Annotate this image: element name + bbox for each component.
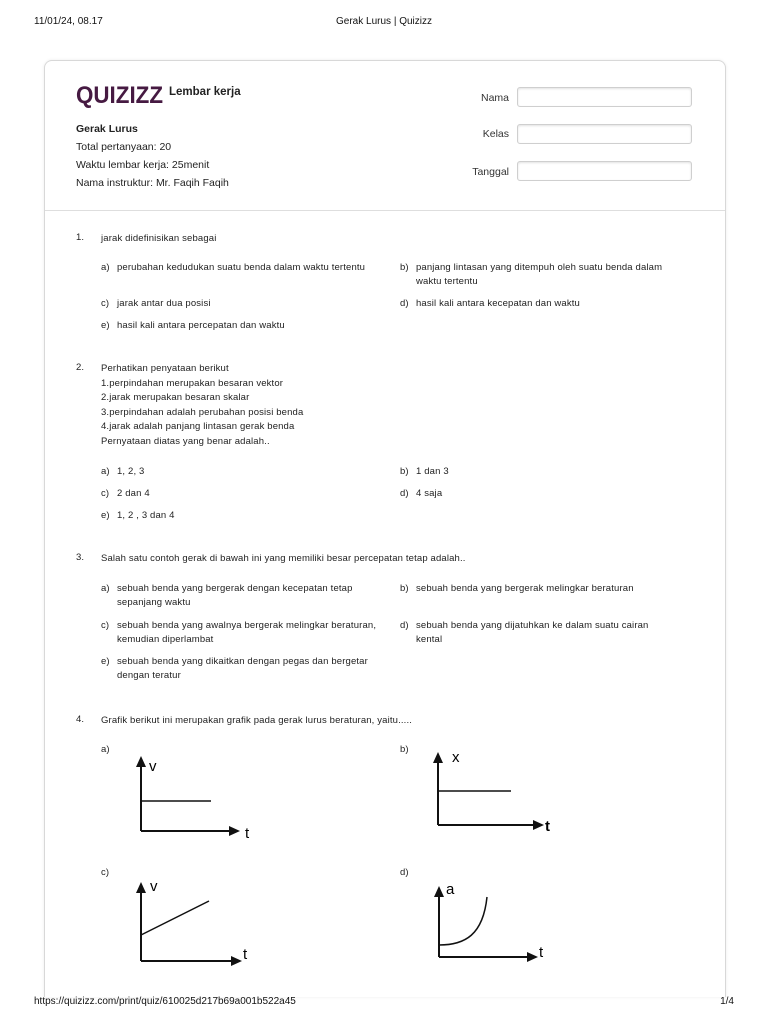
print-url: https://quizizz.com/print/quiz/610025d217b69a001b522a45	[34, 996, 296, 1007]
name-input[interactable]	[517, 87, 692, 107]
graph-4b-y-label: x	[452, 749, 460, 766]
graph-4b-x-label: t	[545, 818, 550, 835]
svg-text:QUIZIZZ: QUIZIZZ	[76, 82, 163, 109]
print-footer	[34, 996, 734, 1010]
date-label: Tanggal	[472, 166, 509, 178]
quizizz-logo	[76, 81, 164, 109]
question-number: 1.	[76, 232, 85, 243]
graph-4a-y-label: v	[149, 758, 157, 775]
graph-4b[interactable]	[425, 747, 565, 841]
name-label: Nama	[480, 92, 509, 104]
graph-4c-y-label: v	[150, 878, 158, 895]
print-header	[34, 16, 734, 30]
sheet-type-label: Lembar kerja	[169, 86, 241, 98]
class-label: Kelas	[482, 128, 509, 140]
date-input[interactable]	[517, 161, 692, 181]
question-number: 4.	[76, 714, 85, 725]
graph-4a-x-label: t	[245, 825, 250, 842]
class-input[interactable]	[517, 124, 692, 144]
print-page-title: Gerak Lurus | Quizizz	[336, 16, 432, 27]
question-number: 2.	[76, 362, 85, 373]
worksheet-header	[45, 61, 725, 211]
question-text: Perhatikan penyataan berikut 1.perpindahan merupakan besaran vektor 2.jarak merupakan besaran skalar 3.perpindahan adalah perubahan posisi benda 4.jarak adalah panjang lintasan gerak benda Pernyataan diatas yang benar adalah..	[101, 363, 304, 447]
print-datetime: 11/01/24, 08.17	[34, 16, 103, 27]
graph-4c-x-label: t	[243, 946, 248, 963]
worksheet: QUIZIZZ Lembar kerja Gerak Lurus Total pertanyaan: 20 Waktu lembar kerja: 25menit Nama instruktur: Mr. Faqih Faqih Nama Kelas Tanggal 1. jarak didefinisikan sebagai a) perubahan kedudukan suatu benda dalam waktu tertentu b) panjang lintasan yang ditempuh oleh suatu benda dalam waktu tertentu c) jarak antar dua posisi d) hasil kali antara kecepatan dan waktu e) hasil kali antara percepatan dan waktu 2. Perhatikan penyataan berikut 1.perpindahan merupakan besaran vektor 2.jarak merupakan besaran skalar 3.perpindahan adalah perubahan posisi benda 4.jarak adalah panjang lintasan gerak benda Pernyataan diatas yang benar adalah.. a) 1, 2, 3 b) 1 dan 3 c) 2 dan 4 d) 4 saja e) 1, 2 , 3 dan 4 3. Salah satu contoh gerak di bawah ini yang memiliki besar percepatan tetap adalah.. a) sebuah benda yang bergerak dengan kecepatan tetap sepanjang waktu b) sebuah benda yang bergerak melingkar beraturan c) sebuah benda yang awalnya bergerak melingkar beraturan, kemudian diperlambat d) sebuah benda yang dijatuhkan ke dalam suatu cairan kental e) sebuah benda yang dikaitkan dengan pegas dan bergetar dengan teratur 4. Grafik berikut ini merupakan grafik pada gerak lurus beraturan, yaitu..... a) v t b) x t c) v t d) a t	[44, 60, 726, 997]
graph-4a[interactable]	[125, 751, 265, 845]
total-questions: Total pertanyaan: 20	[76, 141, 172, 153]
page-count: 1/4	[720, 996, 734, 1007]
graph-4d-y-label: a	[446, 881, 455, 898]
graph-4d[interactable]	[425, 875, 565, 969]
question-text: jarak didefinisikan sebagai	[101, 233, 217, 244]
question-text: Salah satu contoh gerak di bawah ini yang memiliki besar percepatan tetap adalah..	[101, 553, 466, 564]
graph-4d-x-label: t	[539, 944, 544, 961]
instructor-name: Nama instruktur: Mr. Faqih Faqih	[76, 177, 229, 189]
question-number: 3.	[76, 552, 85, 563]
worksheet-duration: Waktu lembar kerja: 25menit	[76, 159, 210, 171]
graph-4c[interactable]	[125, 875, 265, 969]
quiz-title: Gerak Lurus	[76, 123, 138, 135]
quiz-meta	[76, 120, 229, 192]
question-text: Grafik berikut ini merupakan grafik pada gerak lurus beraturan, yaitu.....	[101, 715, 413, 726]
